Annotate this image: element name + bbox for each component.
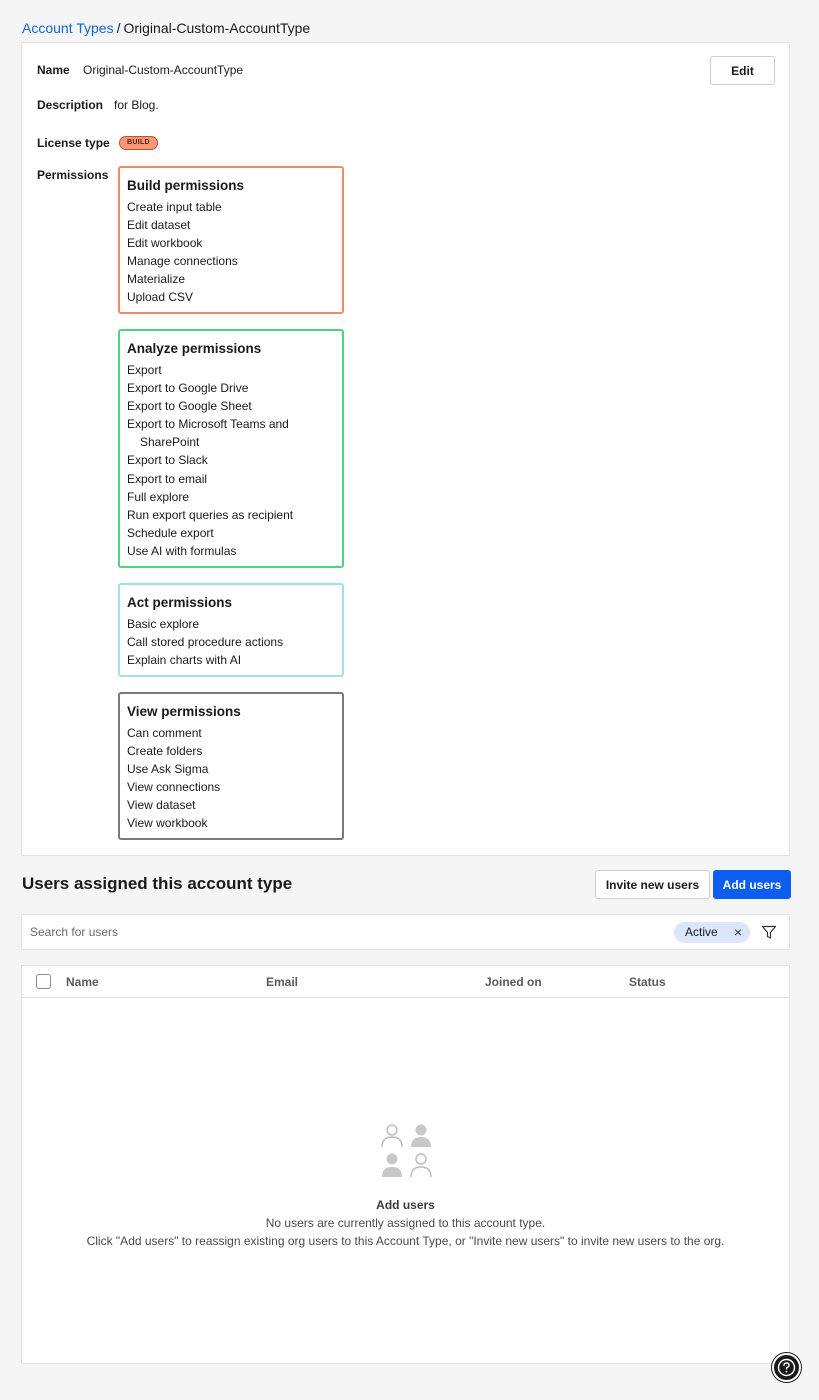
permissions-label: Permissions [37, 168, 109, 182]
invite-new-users-button[interactable]: Invite new users [595, 870, 710, 899]
build-permissions-box [118, 166, 344, 314]
column-header-name[interactable]: Name [66, 975, 99, 989]
permission-item: Materialize [127, 272, 186, 287]
empty-state-instructions: Click "Add users" to reassign existing org users to this Account Type, or "Invite new users" to invite new users to the org. [86, 1234, 725, 1248]
permission-item: Can comment [127, 726, 202, 740]
analyze-permissions-title: Analyze permissions [127, 341, 262, 356]
help-button[interactable] [772, 1353, 801, 1382]
license-type-label: License type [37, 136, 110, 150]
permission-item: Edit dataset [127, 218, 191, 233]
permission-item: Export [127, 363, 162, 377]
permission-item: Run export queries as recipient [127, 507, 294, 522]
empty-users-icon [379, 1123, 433, 1179]
analyze-permissions-box [118, 329, 344, 568]
permission-item: Create input table [127, 200, 222, 214]
breadcrumb-separator: / [116, 20, 121, 36]
description-value: for Blog. [114, 98, 159, 112]
filter-chip-label: Active [685, 925, 718, 939]
permission-item: Export to Google Drive [127, 381, 249, 396]
permission-item: Use Ask Sigma [127, 762, 209, 777]
permission-item: Manage connections [127, 254, 238, 269]
permission-item: Export to Google Sheet [127, 399, 252, 414]
permission-item: SharePoint [140, 435, 200, 450]
permission-item: Edit workbook [127, 236, 203, 251]
column-header-joined-on[interactable]: Joined on [485, 975, 542, 989]
user-search-bar [21, 914, 790, 950]
act-permissions-box [118, 583, 344, 677]
search-users-input[interactable] [22, 915, 662, 949]
select-all-checkbox[interactable] [36, 974, 51, 989]
name-label: Name [37, 63, 70, 77]
view-permissions-box [118, 692, 344, 840]
breadcrumb-current: Original-Custom-AccountType [123, 20, 311, 36]
permission-item: View workbook [127, 816, 208, 831]
act-permissions-title: Act permissions [127, 595, 233, 610]
description-label: Description [37, 98, 104, 112]
filter-icon[interactable] [761, 924, 777, 940]
add-users-button[interactable]: Add users [713, 870, 791, 899]
permission-item: Export to Microsoft Teams and [127, 417, 289, 432]
permission-item: View connections [127, 780, 221, 795]
license-badge: BUILD [119, 136, 158, 150]
users-table [21, 965, 790, 1364]
question-icon [777, 1358, 796, 1377]
table-header [22, 966, 789, 998]
name-value: Original-Custom-AccountType [83, 63, 244, 77]
permission-item: Basic explore [127, 617, 200, 631]
permission-item: Schedule export [127, 525, 214, 540]
permission-item: Create folders [127, 744, 203, 759]
permission-item: Explain charts with AI [127, 653, 242, 668]
permission-item: View dataset [127, 798, 196, 813]
users-section-title: Users assigned this account type [22, 874, 293, 893]
permission-item: Use AI with formulas [127, 543, 237, 558]
active-filter-chip[interactable] [674, 922, 750, 943]
column-header-email[interactable]: Email [266, 975, 299, 989]
permission-item: Upload CSV [127, 290, 194, 305]
close-icon[interactable]: × [733, 924, 742, 940]
edit-button[interactable]: Edit [710, 56, 775, 85]
account-type-details-card [21, 42, 790, 856]
permission-item: Export to email [127, 471, 208, 486]
permission-item: Export to Slack [127, 453, 208, 468]
empty-state-title: Add users [376, 1198, 435, 1212]
empty-state-message: No users are currently assigned to this account type. [265, 1216, 546, 1230]
build-permissions-title: Build permissions [127, 178, 245, 193]
permission-item: Full explore [127, 489, 190, 504]
view-permissions-title: View permissions [127, 704, 241, 719]
column-header-status[interactable]: Status [629, 975, 666, 989]
breadcrumb-account-types-link[interactable]: Account Types [22, 20, 114, 36]
breadcrumb [22, 19, 310, 37]
permission-item: Call stored procedure actions [127, 635, 284, 650]
